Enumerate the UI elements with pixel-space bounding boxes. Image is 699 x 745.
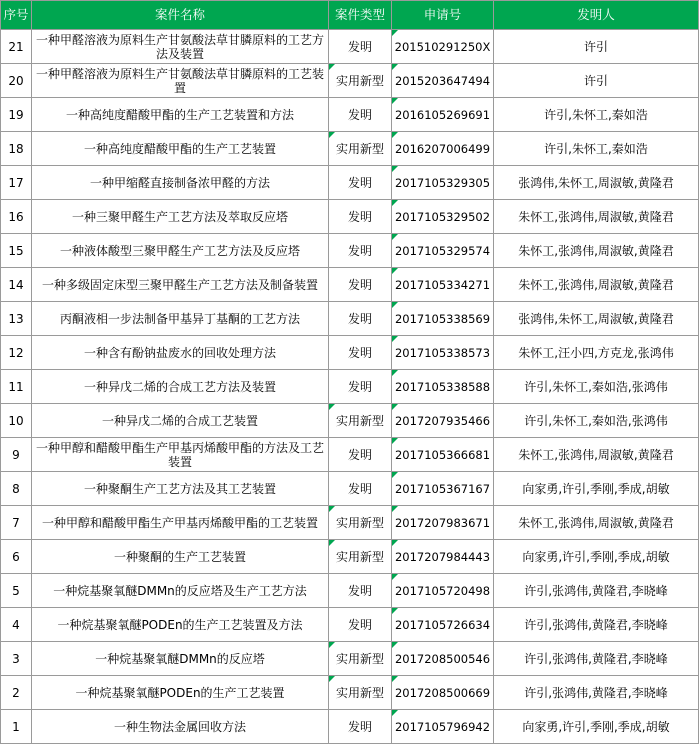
inventors-cell: 许引,朱怀工,秦如浩,张鸿伟 [494,370,699,404]
case-name-cell: 一种甲醛溶液为原料生产甘氨酸法草甘膦原料的工艺装置 [32,64,329,98]
seq-cell: 19 [1,98,32,132]
case-type-cell: 发明 [329,30,392,64]
application-number-cell: 2017207983671 [392,506,494,540]
application-number-cell: 2017105796942 [392,710,494,744]
case-type-cell: 实用新型 [329,132,392,166]
header-case-type: 案件类型 [329,1,392,30]
table-row [1,642,699,676]
case-type-cell: 实用新型 [329,642,392,676]
seq-cell: 2 [1,676,32,710]
case-name-cell: 一种甲醇和醋酸甲酯生产甲基丙烯酸甲酯的工艺装置 [32,506,329,540]
case-type-cell: 实用新型 [329,404,392,438]
table-body [1,30,699,744]
inventors-cell: 许引,张鸿伟,黄隆君,李晓峰 [494,574,699,608]
seq-cell: 8 [1,472,32,506]
application-number-cell: 2017105720498 [392,574,494,608]
application-number-cell: 2017105338588 [392,370,494,404]
table-row [1,710,699,744]
seq-cell: 1 [1,710,32,744]
inventors-cell: 朱怀工,张鸿伟,周淑敏,黄隆君 [494,234,699,268]
table-header [1,1,699,30]
seq-cell: 20 [1,64,32,98]
table-row [1,200,699,234]
application-number-cell: 2017105334271 [392,268,494,302]
case-name-cell: 一种甲醇和醋酸甲酯生产甲基丙烯酸甲酯的方法及工艺装置 [32,438,329,472]
application-number-cell: 2017208500669 [392,676,494,710]
inventors-cell: 向家勇,许引,季刚,季成,胡敏 [494,710,699,744]
seq-cell: 16 [1,200,32,234]
seq-cell: 3 [1,642,32,676]
case-name-cell: 一种烷基聚氧醚PODEn的生产工艺装置 [32,676,329,710]
case-name-cell: 一种液体酸型三聚甲醛生产工艺方法及反应塔 [32,234,329,268]
case-name-cell: 一种含有酚钠盐废水的回收处理方法 [32,336,329,370]
case-type-cell: 发明 [329,98,392,132]
table-row [1,336,699,370]
case-type-cell: 发明 [329,336,392,370]
application-number-cell: 2017207984443 [392,540,494,574]
inventors-cell: 许引 [494,64,699,98]
table-row [1,166,699,200]
case-type-cell: 发明 [329,302,392,336]
case-name-cell: 一种高纯度醋酸甲酯的生产工艺装置 [32,132,329,166]
inventors-cell: 张鸿伟,朱怀工,周淑敏,黄隆君 [494,302,699,336]
case-name-cell: 一种烷基聚氧醚PODEn的生产工艺装置及方法 [32,608,329,642]
inventors-cell: 许引,张鸿伟,黄隆君,李晓峰 [494,676,699,710]
application-number-cell: 2017105366681 [392,438,494,472]
case-name-cell: 一种异戊二烯的合成工艺装置 [32,404,329,438]
table-row [1,540,699,574]
application-number-cell: 2017207935466 [392,404,494,438]
table-row [1,370,699,404]
case-type-cell: 实用新型 [329,506,392,540]
table-row [1,404,699,438]
seq-cell: 18 [1,132,32,166]
application-number-cell: 2017105367167 [392,472,494,506]
header-inventors: 发明人 [494,1,699,30]
case-type-cell: 发明 [329,166,392,200]
case-type-cell: 发明 [329,268,392,302]
inventors-cell: 张鸿伟,朱怀工,周淑敏,黄隆君 [494,166,699,200]
case-name-cell: 一种三聚甲醛生产工艺方法及萃取反应塔 [32,200,329,234]
case-name-cell: 一种异戊二烯的合成工艺方法及装置 [32,370,329,404]
inventors-cell: 许引,朱怀工,秦如浩,张鸿伟 [494,404,699,438]
case-name-cell: 一种生物法金属回收方法 [32,710,329,744]
header-application-number: 申请号 [392,1,494,30]
seq-cell: 10 [1,404,32,438]
application-number-cell: 2017208500546 [392,642,494,676]
table-row [1,574,699,608]
seq-cell: 17 [1,166,32,200]
case-name-cell: 一种烷基聚氧醚DMMn的反应塔及生产工艺方法 [32,574,329,608]
seq-cell: 6 [1,540,32,574]
table-row [1,506,699,540]
seq-cell: 7 [1,506,32,540]
table-row [1,302,699,336]
table-row [1,98,699,132]
table-row [1,608,699,642]
inventors-cell: 向家勇,许引,季刚,季成,胡敏 [494,472,699,506]
case-type-cell: 实用新型 [329,64,392,98]
seq-cell: 5 [1,574,32,608]
application-number-cell: 2015203647494 [392,64,494,98]
application-number-cell: 2017105338569 [392,302,494,336]
case-name-cell: 一种高纯度醋酸甲酯的生产工艺装置和方法 [32,98,329,132]
inventors-cell: 许引,朱怀工,秦如浩 [494,132,699,166]
case-type-cell: 发明 [329,608,392,642]
case-name-cell: 一种聚酮生产工艺方法及其工艺装置 [32,472,329,506]
case-type-cell: 发明 [329,574,392,608]
seq-cell: 12 [1,336,32,370]
application-number-cell: 2017105329502 [392,200,494,234]
case-type-cell: 实用新型 [329,676,392,710]
header-seq: 序号 [1,1,32,30]
case-name-cell: 丙酮液相一步法制备甲基异丁基酮的工艺方法 [32,302,329,336]
case-type-cell: 发明 [329,234,392,268]
case-name-cell: 一种多级固定床型三聚甲醛生产工艺方法及制备装置 [32,268,329,302]
case-type-cell: 发明 [329,710,392,744]
inventors-cell: 朱怀工,张鸿伟,周淑敏,黄隆君 [494,268,699,302]
table-row [1,132,699,166]
application-number-cell: 2017105329574 [392,234,494,268]
inventors-cell: 朱怀工,汪小四,方克龙,张鸿伟 [494,336,699,370]
case-name-cell: 一种甲缩醛直接制备浓甲醛的方法 [32,166,329,200]
seq-cell: 13 [1,302,32,336]
table-row [1,676,699,710]
case-type-cell: 发明 [329,200,392,234]
table-row [1,64,699,98]
application-number-cell: 2017105338573 [392,336,494,370]
seq-cell: 15 [1,234,32,268]
inventors-cell: 许引 [494,30,699,64]
table-row [1,268,699,302]
inventors-cell: 向家勇,许引,季刚,季成,胡敏 [494,540,699,574]
inventors-cell: 许引,张鸿伟,黄隆君,李晓峰 [494,642,699,676]
application-number-cell: 2016207006499 [392,132,494,166]
case-name-cell: 一种甲醛溶液为原料生产甘氨酸法草甘膦原料的工艺方法及装置 [32,30,329,64]
table-row [1,234,699,268]
header-row [1,1,699,30]
table-row [1,438,699,472]
inventors-cell: 朱怀工,张鸿伟,周淑敏,黄隆君 [494,438,699,472]
seq-cell: 21 [1,30,32,64]
header-case-name: 案件名称 [32,1,329,30]
application-number-cell: 2016105269691 [392,98,494,132]
case-type-cell: 发明 [329,370,392,404]
application-number-cell: 201510291250X [392,30,494,64]
seq-cell: 9 [1,438,32,472]
case-type-cell: 实用新型 [329,540,392,574]
table-row [1,30,699,64]
table-row [1,472,699,506]
seq-cell: 11 [1,370,32,404]
case-name-cell: 一种聚酮的生产工艺装置 [32,540,329,574]
application-number-cell: 2017105726634 [392,608,494,642]
case-type-cell: 发明 [329,438,392,472]
inventors-cell: 许引,朱怀工,秦如浩 [494,98,699,132]
case-type-cell: 发明 [329,472,392,506]
case-name-cell: 一种烷基聚氧醚DMMn的反应塔 [32,642,329,676]
inventors-cell: 许引,张鸿伟,黄隆君,李晓峰 [494,608,699,642]
inventors-cell: 朱怀工,张鸿伟,周淑敏,黄隆君 [494,506,699,540]
seq-cell: 4 [1,608,32,642]
inventors-cell: 朱怀工,张鸿伟,周淑敏,黄隆君 [494,200,699,234]
application-number-cell: 2017105329305 [392,166,494,200]
seq-cell: 14 [1,268,32,302]
